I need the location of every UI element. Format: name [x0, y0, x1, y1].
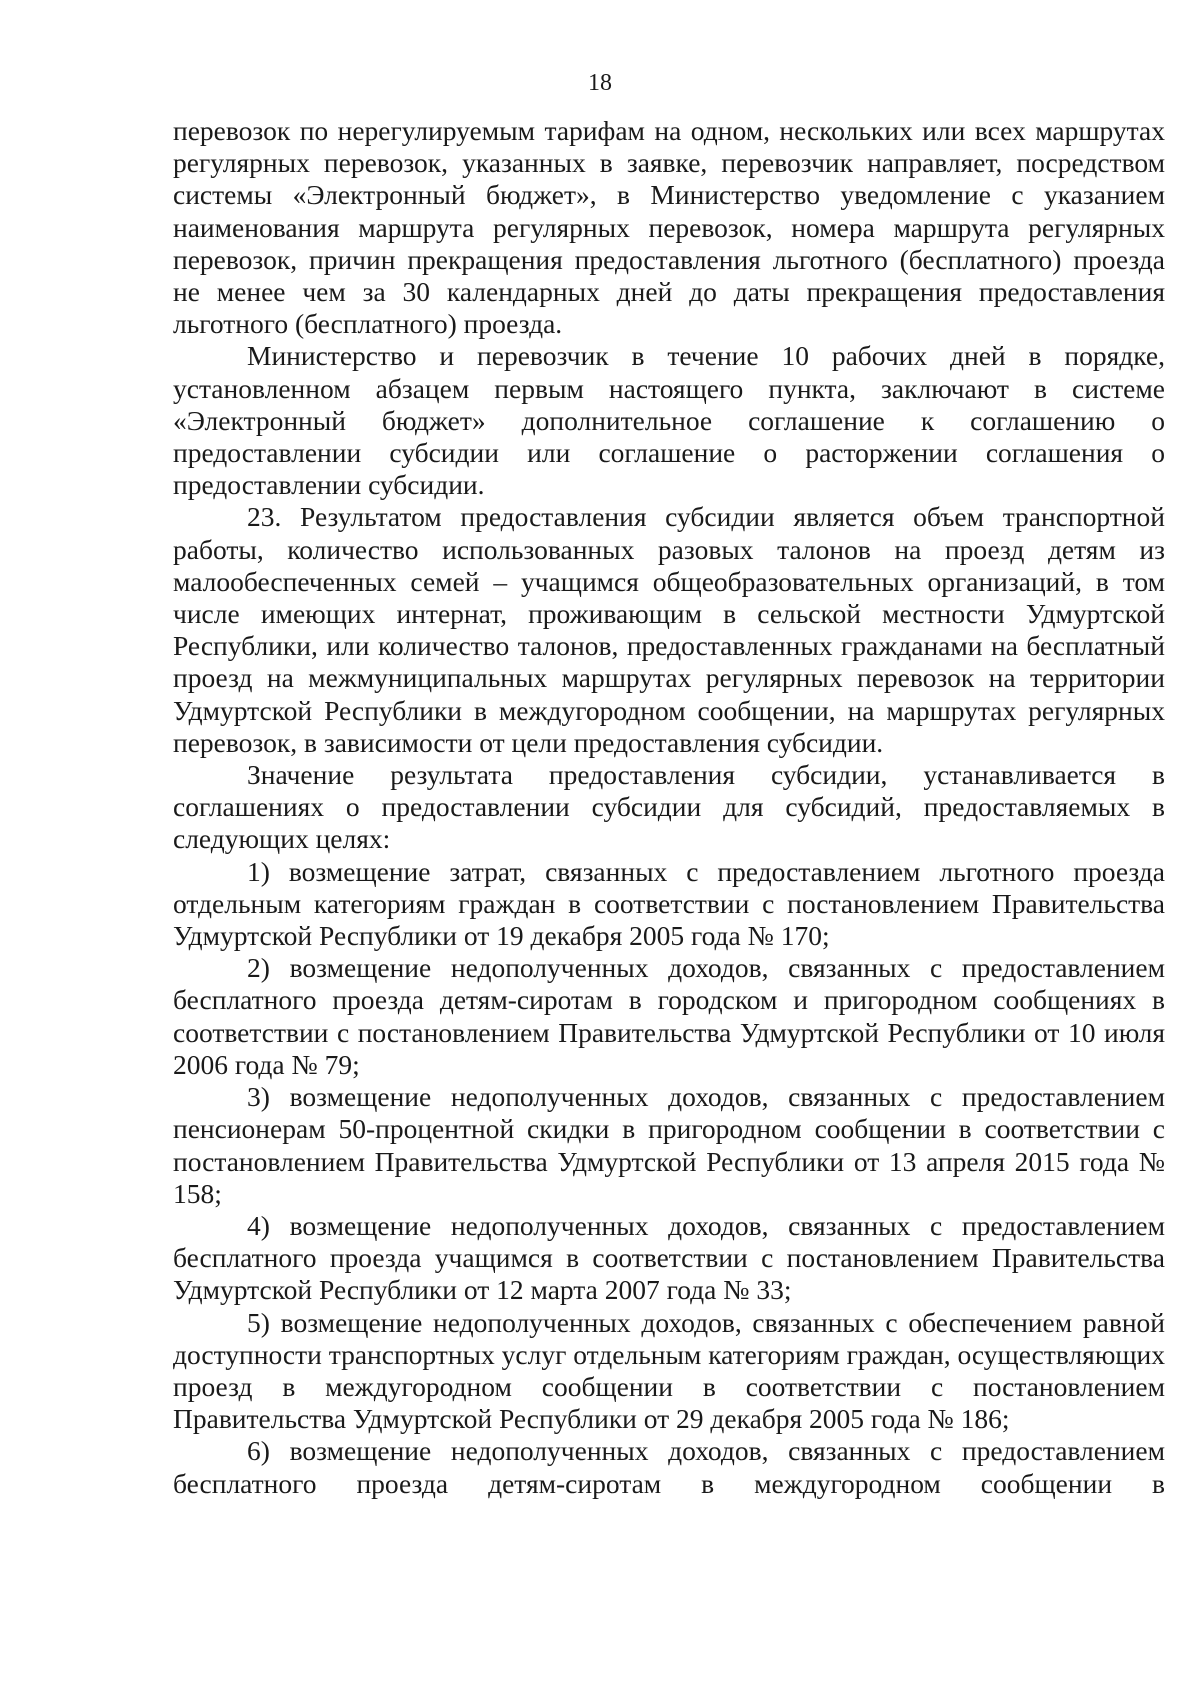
paragraph-agreement: Министерство и перевозчик в течение 10 рабочих дней в порядке, установленном абзацем первым настоящего пункта, заключают в системе «Электронный бюджет» дополнительное соглашение к соглашению о предоставлении субсидии или соглашение о расторжении соглашения о предоставлении субсидии.: [173, 340, 1165, 501]
paragraph-clause-23: 23. Результатом предоставления субсидии является объем транспортной работы, количество использованных разовых талонов на проезд детям из малообеспеченных семей – учащимся общеобразовательных организаций, в том числе имеющих интернат, проживающим в сельской местности Удмуртской Республики, или количество талонов, предоставленных гражданами на бесплатный проезд на межмуниципальных маршрутах регулярных перевозок на территории Удмуртской Республики в междугородном сообщении, на маршрутах регулярных перевозок, в зависимости от цели предоставления субсидии.: [173, 501, 1165, 758]
list-item-1: 1) возмещение затрат, связанных с предоставлением льготного проезда отдельным категориям граждан в соответствии с постановлением Правительства Удмуртской Республики от 19 декабря 2005 года № 170;: [173, 855, 1165, 952]
paragraph-result-value: Значение результата предоставления субсидии, устанавливается в соглашениях о предоставлении субсидии для субсидий, предоставляемых в следующих целях:: [173, 759, 1165, 855]
list-item-5: 5) возмещение недополученных доходов, связанных с обеспечением равной доступности транспортных услуг отдельным категориям граждан, осуществляющих проезд в междугородном сообщении в соответствии с постановлением Правительства Удмуртской Республики от 29 декабря 2005 года № 186;: [173, 1306, 1166, 1435]
list-item-2: 2) возмещение недополученных доходов, связанных с предоставлением бесплатного проезда детям-сиротам в городском и пригородном сообщениях в соответствии с постановлением Правительства Удмуртской Республики от 10 июля 2006 года № 79;: [173, 952, 1165, 1080]
list-item-6: 6) возмещение недополученных доходов, связанных с предоставлением бесплатного проезда детям-сиротам в междугородном сообщении в: [173, 1435, 1165, 1499]
list-item-3: 3) возмещение недополученных доходов, связанных с предоставлением пенсионерам 50-процентной скидки в пригородном сообщении в соответствии с постановлением Правительства Удмуртской Республики от 13 апреля 2015 года № 158;: [173, 1081, 1165, 1209]
document-body: [173, 115, 1165, 1500]
list-item-4: 4) возмещение недополученных доходов, связанных с предоставлением бесплатного проезда учащимся в соответствии с постановлением Правительства Удмуртской Республики от 12 марта 2007 года № 33;: [173, 1209, 1165, 1306]
page-number: 18: [588, 70, 612, 96]
paragraph-continuation: перевозок по нерегулируемым тарифам на одном, нескольких или всех маршрутах регулярных перевозок, указанных в заявке, перевозчик направляет, посредством системы «Электронный бюджет», в Министерство уведомление с указанием наименования маршрута регулярных перевозок, номера маршрута регулярных перевозок, причин прекращения предоставления льготного (бесплатного) проезда не менее чем за 30 календарных дней до даты прекращения предоставления льготного (бесплатного) проезда.: [173, 115, 1165, 340]
